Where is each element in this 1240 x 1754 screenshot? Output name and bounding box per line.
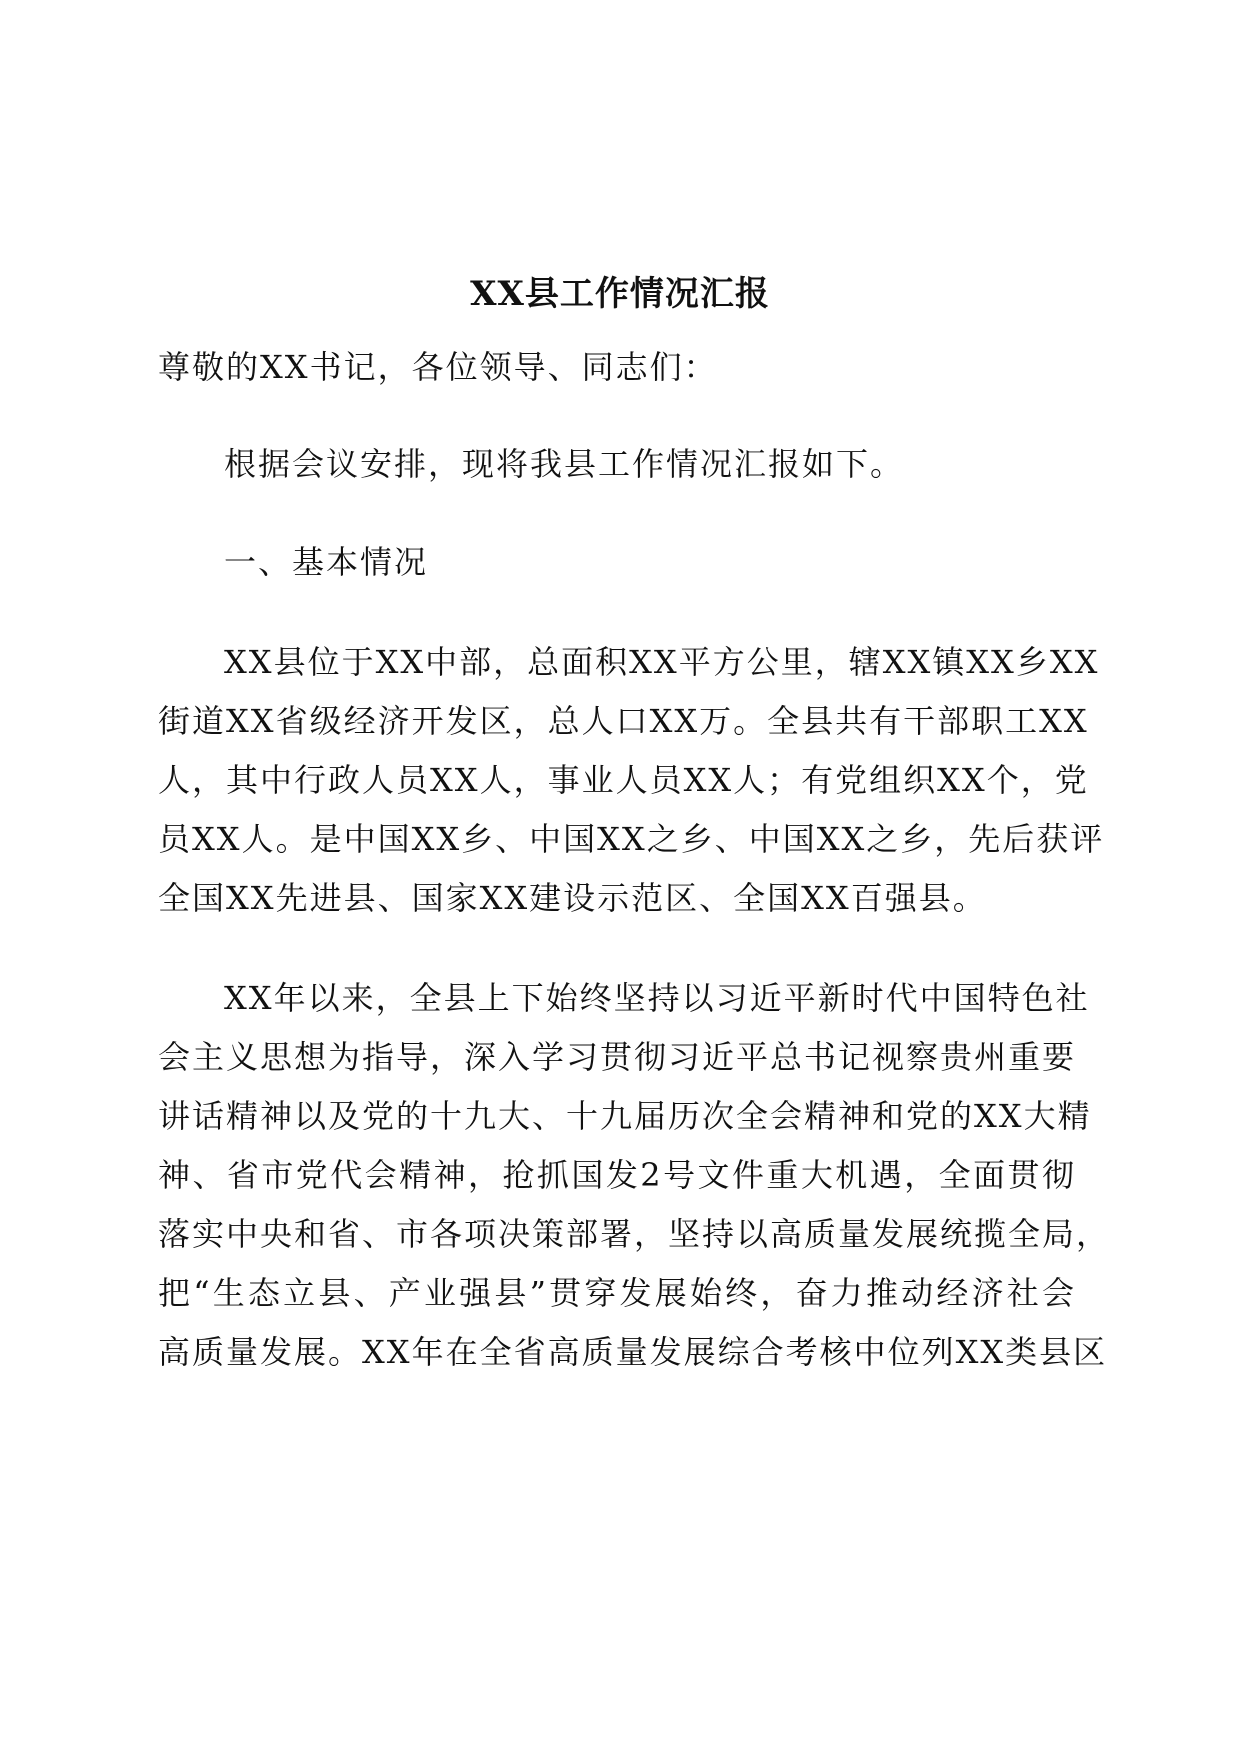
paragraph-2-line-4: 神、省市党代会精神，抢抓国发2号文件重大机遇，全面贯彻 bbox=[158, 1156, 1076, 1194]
paragraph-2-line-3: 讲话精神以及党的十九大、十九届历次全会精神和党的XX大精 bbox=[158, 1097, 1092, 1135]
paragraph-2-line-2: 会主义思想为指导，深入学习贯彻习近平总书记视察贵州重要 bbox=[158, 1038, 1077, 1076]
paragraph-1-line-3: 人，其中行政人员XX人，事业人员XX人；有党组织XX个，党 bbox=[158, 761, 1089, 799]
paragraph-1-line-1: XX县位于XX中部，总面积XX平方公里，辖XX镇XX乡XX bbox=[224, 643, 1100, 681]
paragraph-1-line-4: 员XX人。是中国XX乡、中国XX之乡、中国XX之乡，先后获评 bbox=[158, 820, 1105, 858]
paragraph-2-line-1: XX年以来，全县上下始终坚持以习近平新时代中国特色社 bbox=[224, 979, 1090, 1017]
paragraph-1-line-5: 全国XX先进县、国家XX建设示范区、全国XX百强县。 bbox=[158, 879, 987, 917]
section-heading-basic-situation: 一、基本情况 bbox=[224, 543, 429, 581]
paragraph-2-line-6: 把“生态立县、产业强县”贯穿发展始终，奋力推动经济社会 bbox=[158, 1274, 1076, 1312]
paragraph-2-line-7: 高质量发展。XX年在全省高质量发展综合考核中位列XX类县区 bbox=[158, 1333, 1108, 1371]
intro-paragraph: 根据会议安排，现将我县工作情况汇报如下。 bbox=[224, 445, 905, 483]
salutation: 尊敬的XX书记，各位领导、同志们： bbox=[158, 348, 718, 386]
paragraph-1-line-2: 街道XX省级经济开发区，总人口XX万。全县共有干部职工XX bbox=[158, 702, 1089, 740]
paragraph-2-line-5: 落实中央和省、市各项决策部署，坚持以高质量发展统揽全局， bbox=[158, 1215, 1111, 1253]
document-title: XX县工作情况汇报 bbox=[470, 274, 770, 314]
